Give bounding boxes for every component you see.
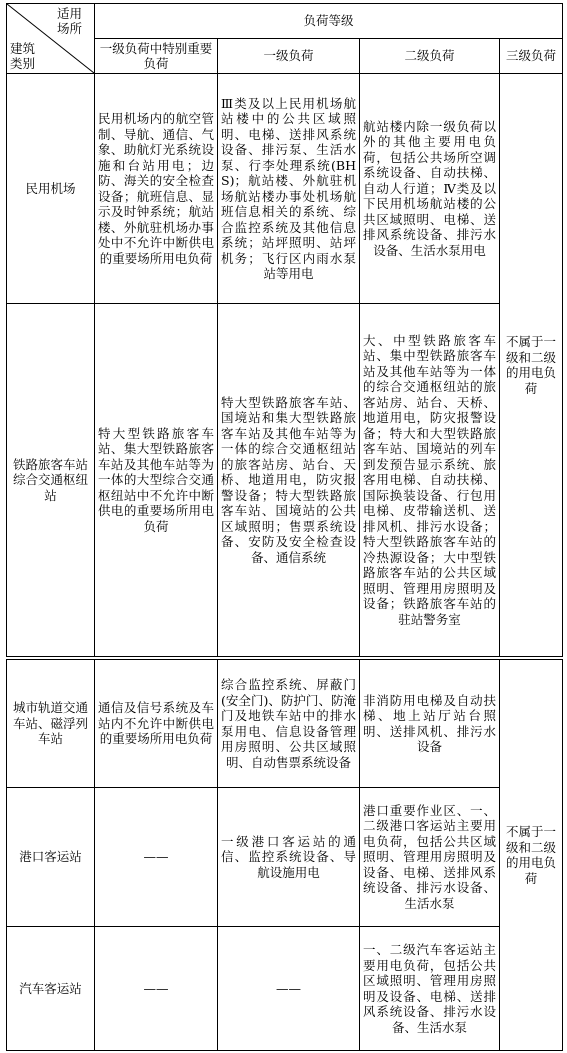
corner-label-scope: 适用场所	[57, 6, 83, 36]
row-category: 铁路旅客车站综合交通枢纽站	[7, 304, 95, 657]
header-col-level3: 三级负荷	[500, 39, 563, 74]
cell-special: 特大型铁路旅客车站、集大型铁路旅客车站及其他车站等为一体的大型综合交通枢纽站中不允许中断供电的重要场所用电负荷	[95, 304, 218, 657]
row-category: 港口客运站	[7, 788, 95, 927]
cell-level1: 特大型铁路旅客车站、国境站和集大型铁路旅客车站及其他车站等为一体的综合交通枢纽站的旅客站房、站台、天桥、地道用电，防灾报警设备；特大型铁路旅客车站、国境站的公共区域照明；售票系统设备、安防及安全检查设备、通信系统	[218, 304, 360, 657]
diagonal-header-cell	[7, 4, 95, 74]
header-col-level2: 二级负荷	[360, 39, 500, 74]
table-row	[7, 304, 563, 657]
corner-label-category: 建筑类别	[10, 41, 36, 71]
cell-level2: 港口重要作业区、一、二级港口客运站主要用电负荷，包括公共区域照明、管理用房照明及设备、电梯、送排风系统设备、排污水设备、生活水泵	[360, 788, 500, 927]
cell-level2: 大、中型铁路旅客车站、集中型铁路旅客车站及其他车站等为一体的综合交通枢纽站的旅客站房、站台、天桥、地道用电，防灾报警设备；特大和大型铁路旅客车站、国境站的列车到发预告显示系统、旅客用电梯、自动扶梯、国际换装设备、行包用电梯、皮带输送机、送排风机、排污水设备；特大型铁路旅客车站的冷热源设备；大中型铁路旅客车站的公共区域照明、管理用房照明及设备；铁路旅客车站的驻站警务室	[360, 304, 500, 657]
cell-level3: 不属于一级和二级的用电负荷	[500, 74, 563, 657]
cell-level2: 航站楼内除一级负荷以外的其他主要用电负荷，包括公共场所空调系统设备、自动扶梯、自动人行道；Ⅳ类及以下民用机场航站楼的公共区域照明、电梯、送排风系统设备、排污水设备、生活水泵用电	[360, 74, 500, 304]
cell-special: ——	[95, 788, 218, 927]
table-row	[7, 74, 563, 304]
cell-special: 民用机场内的航空管制、导航、通信、气象、助航灯光系统设施和台站用电；边防、海关的安全检查设备；航班信息、显示及时钟系统；航站楼、外航驻机场办事处中不允许中断供电的重要场所用电负荷	[95, 74, 218, 304]
cell-special: 通信及信号系统及车站内不允许中断供电的重要场所用电负荷	[95, 660, 218, 788]
load-grade-table-part2	[6, 659, 563, 1051]
cell-level1: 综合监控系统、屏蔽门(安全门)、防护门、防淹门及地铁车站中的排水泵用电、信息设备管理用房照明、公共区域照明、自动售票系统设备	[218, 660, 360, 788]
cell-level1: 一级港口客运站的通信、监控系统设备、导航设施用电	[218, 788, 360, 927]
table-row	[7, 660, 563, 788]
cell-level3: 不属于一级和二级的用电负荷	[500, 660, 563, 1051]
table-row	[7, 788, 563, 927]
cell-level2: 一、二级汽车客运站主要用电负荷，包括公共区域照明、管理用房照明及设备、电梯、送排风系统设备、排污水设备、生活水泵	[360, 927, 500, 1051]
cell-level1: Ⅲ类及以上民用机场航站楼中的公共区域照明、电梯、送排风系统设备、排污泵、生活水泵、行李处理系统(BHS)；航站楼、外航驻机场航站楼办事处机场航班信息相关的系统、综合监控系统及其他信息系统；站坪照明、站坪机务；飞行区内雨水泵站等用电	[218, 74, 360, 304]
cell-level1: ——	[218, 927, 360, 1051]
row-category: 城市轨道交通车站、磁浮列车站	[7, 660, 95, 788]
cell-special: ——	[95, 927, 218, 1051]
load-grade-table-part1	[6, 3, 563, 657]
table-row	[7, 927, 563, 1051]
row-category: 汽车客运站	[7, 927, 95, 1051]
row-category: 民用机场	[7, 74, 95, 304]
header-load-grade: 负荷等级	[95, 4, 563, 39]
header-col-special: 一级负荷中特别重要负荷	[95, 39, 218, 74]
cell-level2: 非消防用电梯及自动扶梯、地上站厅站台照明、送排风机、排污水设备	[360, 660, 500, 788]
header-col-level1: 一级负荷	[218, 39, 360, 74]
